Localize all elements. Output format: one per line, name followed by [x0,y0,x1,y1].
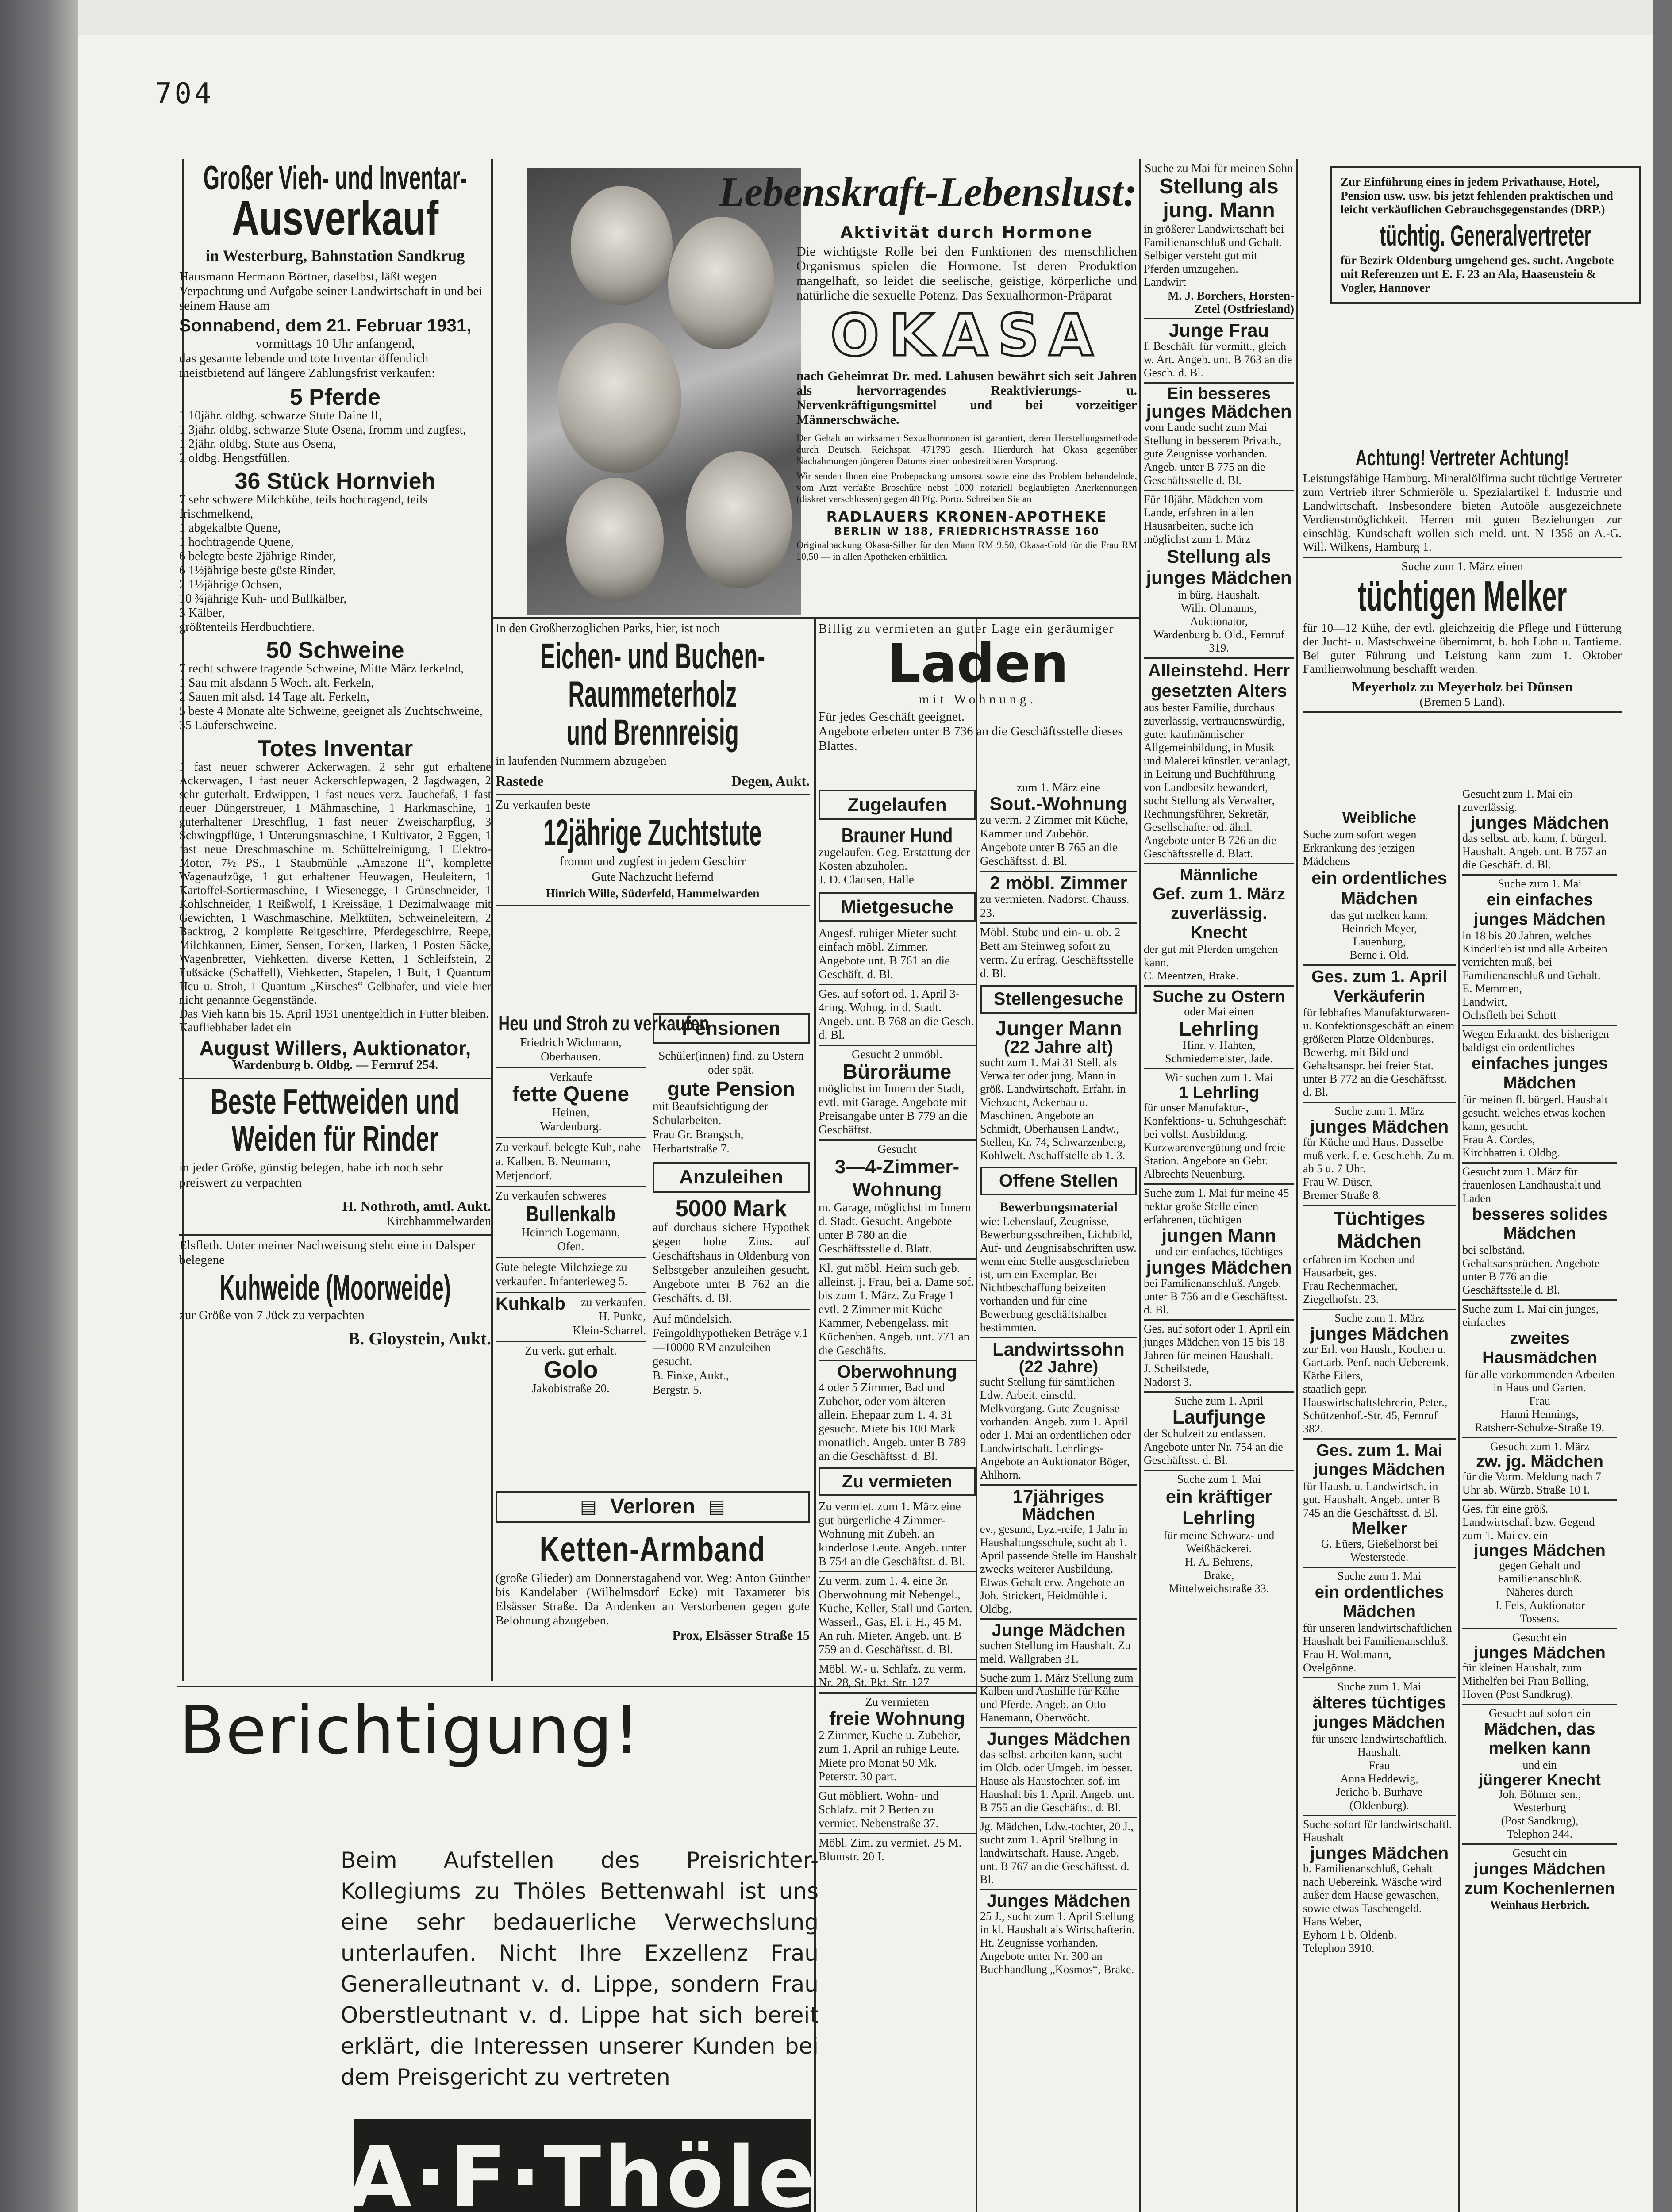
solid-heading: besseres solides Mädchen [1472,1205,1608,1243]
girl17-sub: Mädchen [1022,1505,1095,1524]
kuhkalb-text: zu verkaufen. H. Punke, Klein-Scharrel. [573,1295,646,1337]
illness-intro: Wegen Erkrankt. des bisherigen baldigst ein ordentliches [1462,1028,1609,1054]
pension-box-heading: Pensionen [653,1013,810,1044]
milker-intro: Suche zum 1. März einen [1401,560,1523,573]
milker-heading: tüchtigen Melker [1357,572,1567,620]
kitchen-text: für Küche und Haus. Dasselbe muß verk. f. e. Gesch.ehh. Zu m. ab 5 u. 7 Uhr. Frau W. Düser, Bremer Straße 8. [1303,1136,1455,1202]
young-wife-text: f. Beschäft. für vormitt., gleich w. Art. Angeb. unt. B 763 an die Gesch. d. Bl. [1144,339,1292,379]
mare-text: fromm und zugfest in jedem Geschirr Gute Nachzucht liefernd [559,855,746,884]
servant-heading: Gef. zum 1. März zuverlässig. Knecht [1153,885,1285,942]
application-text: wie: Lebenslauf, Zeugnisse, Bewerbungsschreiben, Lichtbild, Auf- und Zeugnisabschriften usw. wenn eine Stelle ausgeschrieben ist, um ein Exemplar. Bei Nichtbeschaffung beizeiten vorhanden und für eine Bewerbung geschäftshalber bestimmten. [980,1215,1137,1334]
junior-servant-text: Joh. Böhmer sen., Westerburg (Post Sandkrug), Telephon 244. [1498,1787,1581,1840]
rent-wanted-2: Ges. auf sofort od. 1. April 3-4ring. Wohng. in d. Stadt. Angeb. unt. B 768 an die Gesch. d. Bl. [819,987,974,1041]
horses-list: 1 10jähr. oldbg. schwarze Stute Daine II, 1 3jähr. oldbg. schwarze Stute Osena, fromm und zugfest, 1 2jähr. oldbg. Stute aus Osena, 2 oldbg. Hengstfüllen. [179,409,466,465]
column-3 [819,790,976,1863]
column-6a [1303,810,1456,1955]
auction-location: in Westerburg, Bahnstation Sandkrug [205,247,465,265]
simple-intro: Suche zum 1. Mai [1498,877,1582,890]
son-text: in größerer Landwirtschaft bei Familienanschluß und Gehalt. Selbiger versteht gut mit Pferden umzugehen. Landwirt [1144,222,1284,288]
application-heading: Bewerbungsmaterial [999,1200,1118,1214]
young-man-text: sucht zum 1. Mai 31 Stell. als Verwalter oder jung. Mann in größ. Landwirtschaft. Erfahr. in Viehzucht, Ackerbau u. Maschinen. Angebote an Schmidt, Oberhausen Landw., Stellen, Kr. 74, Schwarzenberg, Kohlwelt. Aschaffstelle ab 1. 3. [980,1056,1126,1162]
inventory-list: 1 fast neuer schwerer Ackerwagen, 2 sehr gut erhaltene Ackerwagen, 1 fast neuer Ackerschlepwagen, 2 Jagdwagen, 2 sehr guterhalt. Erdwippen, 1 fast neues verz. Jauchefaß, 1 fast neuer Düngerstreuer, 1 Mähmaschine, 1 Harkmaschine, 1 guterhaltener Dreschflug, 1 fast neuer Zweischarpflug, 3 Schwingpflüge, 1 Unterungsmaschine, 1 Kultivator, 2 Eggen, 1 fast neue Dreschmaschine m. Schüttelreinigung, 1 Elektro-Motor, 7½ PS., 1 Staubmühle „Amazone II“, komplette Wagenaufzüge, 1 gut erhaltener Heuwagen, Heuleitern, 1 Kartoffel-Sortiermaschine, 1 Wiesenegge, 1 Grünschneider, 1 Kohlschneider, 1 Reißwolf, 1 Kreissäge, 1 Dezimalwaage mit Gewichten, 1 Waschmaschine, Melktüten, Schweineleitern, 2 Backtrog, 2 komplette Reitgeschirre, Pferdegeschirre, Reepe, Milchkannen, Eimer, Sensen, Forken, Harken, 1 Posten Säcke, Wagenbretter, Viehketten, diverse Ketten, 1 Schleifstein, 2 Fußsäcke (Schaffell), Viehketten, Stapelen, 1 Bult, 1 Quantum Heu u. Stroh, 1 Quantum „Kirsches“ Gelbhafer, und viele hier nicht genannte Gegenstände. Das Vieh kann bis 15. April 1931 unentgeltlich in Futter bleiben. Kaufliebhaber ladet ein [179,760,491,1034]
room-text: Kl. gut möbl. Heim such geb. alleinst. j. Frau, bei a. Dame sof. bis zum 1. März. Zu Frage 1 evtl. 2 Zimmer mit Küche Kammer, Nebengelass. mit Küchenben. Angeb. unt. 771 an die Geschäfts. [819,1261,974,1357]
orderly-text: das gut melken kann. Heinrich Meyer, Lauenburg, Berne i. Old. [1330,909,1428,961]
older-text: für unsere landwirtschaftlich. Haushalt. Frau Anna Heddewig, Jericho b. Burhave (Oldenburg). [1311,1732,1447,1812]
melker-text: G. Eüers, Gießelhorst bei Westerstede. [1321,1537,1438,1563]
farm-daughter-text: Jg. Mädchen, Ldw.-tochter, 20 J., sucht zum 1. April Stellung in landwirtschaft. Hause. Angeb. unt. B 767 an die Geschäftsst. d. Bl. [980,1820,1134,1886]
land-girl-text: in bürg. Haushalt. Wilh. Oltmanns, Auktionator, Wardenburg b. Old., Fernruf 319. [1153,588,1285,655]
simple-text: in 18 bis 20 Jahren, welches Kinderlieb ist und alle Arbeiten verrichten muß, bei Familienanschluß und Gehalt. E. Memmen, Landwirt, Ochsfleth bei Schott [1462,929,1607,1022]
apprentice-heading: Lehrling [1179,1017,1259,1041]
reliable-intro: Gesucht zum 1. Mai ein zuverlässig. [1462,787,1573,814]
girl-brake-text: 25 J., sucht zum 1. April Stellung in kl. Haushalt als Wirtschafterin. Ht. Zeugnisse vorhanden. Angebote unter Nr. 300 an Buchhandlung „Kosmos“, Brake. [980,1910,1135,1976]
pasture-heading-1: Beste Fettweiden und [211,1082,460,1121]
son-intro: Suche zu Mai für meinen Sohn [1145,161,1293,175]
young-man-sub: (22 Jahre alt) [1004,1037,1113,1057]
okasa-patent: Der Gehalt an wirksamen Sexualhormonen ist garantiert, deren Herstellungsmethode durch Deutsch. Reichspat. 471793 gesch. Hierdurch hat Okasa gegenüber Nachahmungen jüngeren Datums einen unbestreitbaren Vorsprung. [796,432,1137,466]
pasture-signature: H. Nothroth, amtl. Aukt. [342,1198,491,1214]
older-intro: Suche zum 1. Mai [1337,1680,1422,1694]
pasture-signature-place: Kirchhammelwarden [386,1214,491,1228]
rent-wanted-box-heading: Mietgesuche [819,892,976,922]
son-heading: Stellung als jung. Mann [1159,175,1279,222]
to-let-4: Gut möbliert. Wohn- und Schlafz. mit 2 Betten zu vermiet. Nebenstraße 37. [819,1789,939,1830]
pension-heading: gute Pension [667,1077,795,1100]
farmer-son-heading: Landwirtssohn [992,1339,1125,1359]
laden-ad [819,622,1137,753]
stable-text: Suche zum 1. März Stellung zum Kalben und Aushilfe für Kühe und Pferde. Angeb. an Otto Hanemann, Oberwöcht. [980,1671,1134,1724]
to-let-5: Möbl. Zim. zu vermiet. 25 M. Blumstr. 20 I. [819,1836,962,1863]
kuhweide-text: zur Größe von 7 Jück zu verpachten [179,1308,365,1322]
better-text: vom Lande sucht zum Mai Stellung in besserem Privath., gute Zeugnisse vorhanden. Angeb. unter B 775 an die Geschäftsstelle d. Bl. [1144,420,1282,487]
quene-text: Heinen, Wardenburg. [540,1106,602,1133]
shop-heading: Laden [887,633,1069,695]
baker-heading: ein kräftiger Lehrling [1165,1486,1272,1528]
servant-text: der gut mit Pferden umgehen kann. C. Meentzen, Brake. [1144,943,1278,983]
hoven-heading: junges Mädchen [1474,1643,1606,1662]
goat-text: Gute belegte Milchziege zu verkaufen. Infanterieweg 5. [496,1260,628,1288]
junior-servant-heading: jüngerer Knecht [1478,1770,1601,1789]
scanner-border [1653,0,1672,2212]
cook-intro: Gesucht ein [1512,1846,1567,1859]
land-girl-heading: Stellung als junges Mädchen [1146,545,1292,588]
cattle-list: 7 sehr schwere Milchkühe, teils hochtragend, teils frischmelkend, 1 abgekalbte Quene, 1 hochtragende Quene, 6 belegte beste 2jährige Rinder, 6 1½jährige beste güste Rinder, 2 1½jährige Ochsen, 10 ¾jährige Kuh- und Bullkälber, 3 Kälber, größtenteils Herdbuchtiere. [179,493,428,634]
okasa-body [796,223,1137,562]
bracelet-text: (große Glieder) am Donnerstagabend vor. Weg: Anton Günther bis Kandelaber (Wilhelmsdorf Ecke) mit Taxameter bis Elsässer Straße. Da Andenken an Verstorbenen gegen gute Belohnung abzugeben. [496,1571,810,1628]
to-let-3: Möbl. W.- u. Schlafz. zu verm. Nr. 28, St. Pkt. Str. 127 [819,1662,966,1690]
ala-heading: tüchtig. Generalvertreter [1380,219,1591,252]
second-maid-heading: zweites Hausmädchen [1482,1329,1597,1367]
shop-intro: Billig zu vermieten an guter Lage ein geräumiger [819,622,1115,636]
girl-text: das selbst. arbeiten kann, sucht im Oldb. oder Umgeb. im besser. Hause als Haustochter, sof. im Haushalt bis 1. April. Angeb. unt. B 755 an die Geschäftst. d. Bl. [980,1748,1134,1814]
kuhweide-signature: B. Gloystein, Aukt. [348,1329,491,1348]
attention-text: Leistungsfähige Hamburg. Mineralölfirma sucht tüchtige Vertreter zum Vertrieb ihrer Schmieröle u. Spezialartikel f. Industrie und Landwirtschaft. Insbesondere bieten Autoöle ausgezeichnete Verdienstmöglichkeit. Herren mit guten Beziehungen zur einschläg. Kundschaft wollen sich meld. unt. N 1356 an A.-G. Will. Wilkens, Hamburg 1. [1303,472,1622,553]
auction-intro2: das gesamte lebende und tote Inventar öffentlich meistbietend auf längere Zahlungsfrist verkaufen: [179,351,435,380]
household-intro: Suche zum 1. März [1334,1311,1424,1325]
okasa-paragraph: Die wichtigste Rolle bei den Funktionen des menschlichen Organismus spielen die Hormone. Ist deren Produktion mangelhaft, so leidet die seelische, geistige, körperliche und natürliche die sexuelle Potenz. Das Sexualhormon-Präparat [796,244,1137,303]
baker-text: für meine Schwarz- und Weißbäckerei. H. A. Behrens, Brake, Mittelweichstraße 33. [1163,1528,1275,1595]
column-2 [496,622,810,906]
loan-amount: 5000 Mark [675,1196,787,1221]
cook-heading: junges Mädchen zum Kochenlernen [1464,1859,1615,1898]
woman-face-photo [566,478,664,602]
upper-flat-heading: Oberwohnung [837,1362,957,1382]
kitchen-heading: junges Mädchen [1310,1117,1449,1137]
horses-heading: 5 Pferde [289,384,381,410]
milk-girl-intro: Gesucht auf sofort ein [1488,1706,1591,1720]
easter-sub: oder Mai einen [1184,1005,1254,1018]
flat-heading: 3—4-Zimmer-Wohnung [834,1156,960,1200]
shop-text: Für jedes Geschäft geeignet. Angebote erbeten unter B 736 an die Geschäftsstelle dieses Blattes. [819,710,1123,753]
milker-signature: Meyerholz zu Meyerholz bei Dünsen [1352,679,1573,695]
saleswoman-heading: Ges. zum 1. April Verkäuferin [1311,968,1447,1006]
farmer-son-sub: (22 Jahre) [1019,1358,1099,1376]
baker-intro: Suche zum 1. Mai [1177,1473,1261,1486]
milk-girl-and: und ein [1522,1758,1557,1771]
hektar-girl-heading: junges Mädchen [1146,1257,1292,1278]
milk-girl-heading: Mädchen, das melken kann [1484,1720,1595,1758]
milker-text: für 10—12 Kühe, der evtl. gleichzeitig die Pflege und Fütterung der Jucht- u. Mastschweine übernimmt, b. hoh Lohn u. Tantieme. Bei guter Führung und Leistung kann zum 1. Oktober Familienwohnung beschafft werden. [1303,621,1622,676]
loan-text: auf durchaus sichere Hypothek gegen hohe Zins. auf Geschäftshaus in Oldenburg von Selbstgeber anzuleihen gesucht. Angebote unter B 762 an die Geschäfts. d. Bl. [653,1221,810,1305]
mare-signature: Hinrich Wille, Süderfeld, Hammelwarden [546,887,760,900]
border-ornament-icon: ▤ [580,1497,597,1517]
attention-heading: Achtung! Vertreter Achtung! [1355,445,1569,470]
pigs-heading: 50 Schweine [266,637,404,663]
apprentice-text: Hinr. v. Hahten, Schmiedemeister, Jade. [1165,1039,1273,1065]
dog-text: zugelaufen. Geg. Erstattung der Kosten abzuholen. J. D. Clausen, Halle [819,845,970,886]
ovelgoenne-heading: ein ordentliches Mädchen [1315,1582,1444,1621]
morning-text: für die Vorm. Meldung nach 7 Uhr ab. Würzb. Straße 10 I. [1462,1470,1601,1496]
okasa-headline: Lebenskraft-Lebenslust: [719,169,1137,215]
morning-heading: zw. jg. Mädchen [1476,1452,1603,1471]
weber-heading: junges Mädchen [1310,1843,1449,1863]
correction-ad [179,1694,821,1767]
pension-text: mit Beaufsichtigung der Schularbeiten. Frau Gr. Brangsch, Herbartstraße 7. [653,1099,768,1155]
two-rooms-text: zu vermieten. Nadorst. Chauss. 23. [980,892,1130,919]
young-girls-text: suchen Stellung im Haushalt. Zu meld. Wallgraben 31. [980,1639,1131,1665]
wood-place: Rastede [496,773,544,789]
column-5 [1144,161,1294,1595]
kitchen-intro: Suche zum 1. März [1334,1105,1424,1118]
land-girl-intro: Für 18jähr. Mädchen vom Lande, erfahren in allen Hausarbeiten, suche ich möglichst zum 1. März [1144,492,1264,545]
solid-text: bei selbständ. Gehaltsansprüchen. Angebote unter B 776 an die Geschäftsstelle d. Bl. [1462,1244,1600,1297]
hoven-text: für kleinen Haushalt, zum Mithelfen bei Frau Bolling, Hoven (Post Sandkrug). [1462,1661,1589,1701]
better-intro: Ein besseres [1167,384,1271,403]
easter-heading: Suche zu Ostern [1153,987,1285,1006]
ala-intro: Zur Einführung eines in jedem Privathause, Hotel, Pension usw. usw. bis jetzt fehlenden praktischen und leicht verkäuflichen Gebrauchsgegenstandes (DRP.) [1341,175,1613,216]
hay-text: Friedrich Wichmann, Oberhausen. [520,1036,622,1063]
flat-intro: Gesucht [877,1142,917,1156]
household-text: zur Erl. von Haush., Kochen u. Gart.arb. Penf. nach Uebereink. Käthe Eilers, staatlich gepr. Hauswirtschaftslehrerin, Peter., Schützenhof.-Str. 45, Fernruf 382. [1303,1342,1449,1435]
page-number: 704 [155,77,214,110]
okasa-prices: Originalpackung Okasa-Silber für den Mann RM 9,50, Okasa-Gold für die Frau RM 10,50 — in allen Apotheken erhältlich. [796,539,1137,562]
border-ornament-icon: ▤ [708,1497,725,1517]
column-rule [1458,805,1460,2212]
large-farm-text: gegen Gehalt und Familienanschluß. Näheres durch J. Fels, Auktionator Tossens. [1495,1559,1585,1625]
column-2b [653,1013,810,1397]
golo-text: Jakobistraße 20. [532,1382,610,1395]
errand-boy-text: der Schulzeit zu entlassen. Angebote unter Nr. 754 an die Geschäftsst. d. Bl. [1144,1427,1283,1467]
calf-text: Heinrich Logemann, Ofen. [521,1225,620,1253]
bracelet-heading: Ketten-Armband [539,1529,766,1569]
basement-heading: Sout.-Wohnung [989,793,1128,814]
errand-boy-heading: Laufjunge [1172,1406,1266,1429]
mortgage-text: Auf mündelsich. Feingoldhypotheken Beträge v.1—10000 RM anzuleihen gesucht. B. Finke, Aukt., Bergstr. 5. [653,1312,808,1396]
wood-heading-2: Raummeterholz [568,674,737,714]
golo-heading: Golo [543,1356,598,1383]
lost-ad [496,1491,810,1643]
wood-heading-1: Eichen- und Buchen- [540,636,765,676]
simple-heading: ein einfaches junges Mädchen [1474,891,1606,929]
older-heading: älteres tüchtiges junges Mädchen [1312,1694,1446,1732]
office-text: möglichst im Innern der Stadt, evtl. mit Garage. Angebote mit Preisangabe unter B 779 an die Geschäftst. [819,1082,968,1136]
hektar-heading: jungen Mann [1161,1225,1276,1246]
cattle-heading: 36 Stück Hornvieh [234,469,436,494]
gentleman-heading: Alleinstehd. Herr gesetzten Alters [1148,661,1290,701]
hoven-intro: Gesucht ein [1512,1631,1567,1644]
job-wanted-box-heading: Stellengesuche [980,985,1137,1014]
farmer-son-text: sucht Stellung für sämtlichen Ldw. Arbeit. einschl. Melkvorgang. Gute Zeugnisse vorhanden. Angeb. zum 1. April oder 1. Mai an ordentlichen oder Landwirtschaft. Lehrlings-Angebote an Auktionator Böger, Ahlhorn. [980,1375,1131,1481]
mare-intro: Zu verkaufen beste [496,798,591,812]
auction-title-big: Ausverkauf [231,191,439,246]
female-section-heading: Weibliche [1342,808,1417,826]
son-signature: M. J. Borchers, Horsten-Zetel (Ostfriesland) [1168,288,1294,315]
hektar-text: und ein einfaches, tüchtiges [1155,1245,1283,1258]
saleswoman-text: für lebhaftes Manufakturwaren- u. Konfektionsgeschäft an einem größeren Platze Oldenburgs. Bewerbg. mit Bild und Gehaltsanspr. bei freier Stat. unter B 772 an die Geschäftsst. d. Bl. [1303,1006,1455,1099]
weber-intro: Suche sofort für landwirtschaftl. Haushalt [1303,1817,1452,1844]
elder-man-face-photo [557,323,681,473]
column-6b [1462,787,1617,1912]
melker-heading: Melker [1351,1518,1407,1538]
large-farm-heading: junges Mädchen [1474,1541,1606,1560]
gentleman-text: aus bester Familie, durchaus zuverlässig, vertrauenswürdig, guter kaufmännischer Allgemeinbildung, in Musik und Malerei künstler. veranlagt, in Leitung und Buchführung von Landbesitz bewandert, sucht Stellung als Verwalter, Rechnungsführer, Sekretär, Gesellschafter od. ähnl. Angebote unter B 726 an die Geschäftsstelle d. Blatt. [1144,701,1291,860]
auction-date: Sonnabend, dem 21. Februar 1931, [179,316,472,335]
wood-text: in laufenden Nummern abzugeben [496,754,667,768]
kuhweide-intro: Elsfleth. Unter meiner Nachweisung steht eine in Dalsper belegene [179,1238,475,1267]
scheilstede-text: Ges. auf sofort oder 1. April ein junges Mädchen von 15 bis 18 Jahren für meinen Haushalt. J. Scheilstede, Nadorst 3. [1144,1322,1290,1389]
pigs-list: 7 recht schwere tragende Schweine, Mitte März ferkelnd, 1 Sau mit alsdann 5 Woch. alt. Ferkeln, 2 Sauen mit alsd. 14 Tage alt. Ferkeln, 5 beste 4 Monate alte Schweine, geeignet als Zuchtschweine, 35 Läuferschweine. [179,662,483,732]
manufaktur-heading: 1 Lehrling [1179,1083,1259,1102]
errand-boy-intro: Suche zum 1. April [1174,1394,1264,1408]
capable-heading: Tüchtiges Mädchen [1333,1208,1426,1252]
young-man-face-photo [686,451,792,588]
second-maid-text: für alle vorkommenden Arbeiten in Haus und Garten. Frau Hanni Hennings, Ratsherr-Schulze-Straße 19. [1464,1367,1615,1434]
ovelgoenne-text: für unseren landwirtschaftlichen Haushalt bei Familienanschluß. Frau H. Woltmann, Ovelgönne. [1303,1621,1452,1674]
manufaktur-text: für unser Manufaktur-, Konfektions- u. Schuhgeschäft bei vollst. Ausbildung. Kurzwarenvergütung und freie Station. Angebote an Gebr. Albrechts Neuenburg. [1144,1101,1286,1181]
mare-heading: 12jährige Zuchtstute [543,812,762,853]
loan-box-heading: Anzuleihen [653,1162,810,1193]
hektar-intro: Suche zum 1. Mai für meine 45 hektar große Stelle einen erfahrenen, tüchtigen [1144,1187,1289,1226]
auction-intro: Hausmann Hermann Börtner, daselbst, läßt wegen Verpachtung und Aufgabe seiner Landwirtschaft in und bei seinem Hause am [179,269,483,313]
to-let-1: Zu vermiet. zum 1. März eine gut bürgerliche 4 Zimmer-Wohnung mit Zubeh. an kinderlose Leute. Angeb. unter B 754 an die Geschäftst. d. Bl. [819,1500,966,1568]
thoele-logo-text: A·F·Thöle [346,2128,818,2212]
free-flat-text: 2 Zimmer, Küche u. Zubehör, zum 1. April an ruhige Leute. Miete pro Monat 50 Mk. Peterstr. 30 part. [819,1728,961,1783]
girl-heading: Junges Mädchen [987,1729,1130,1749]
okasa-firm: RADLAUERS KRONEN-APOTHEKE [826,508,1107,525]
column-auction [179,161,491,1349]
girl-brake-heading: Junges Mädchen [987,1891,1130,1911]
quene-intro: Verkaufe [549,1070,592,1083]
illness-text: für meinen fl. bürgerl. Haushalt gesucht, welches etwas kochen kann, gesucht. Frau A. Cordes, Kirchhatten i. Oldbg. [1462,1093,1608,1159]
row-rule [491,617,1139,619]
pension-intro: Schüler(innen) find. zu Ostern oder spät. [658,1049,804,1076]
okasa-portrait-photo [527,168,801,615]
reliable-text: das selbst. arb. kann, f. bürgerl. Haushalt. Angeb. unt. B 757 an die Geschäft. d. Bl. [1462,832,1607,871]
solid-intro: Gesucht zum 1. März für frauenlosen Landhaushalt und Laden [1462,1165,1601,1205]
auctioneer-place: Wardenburg b. Oldbg. — Fernruf 254. [232,1058,438,1072]
to-let-box-heading: Zu vermieten [819,1467,976,1496]
free-flat-intro: Zu vermieten [865,1695,929,1709]
office-intro: Gesucht 2 unmöbl. [852,1048,942,1061]
pasture-heading-2: Weiden für Rinder [231,1119,439,1158]
okasa-address: BERLIN W 188, FRIEDRICHSTRASSE 160 [834,525,1100,538]
golo-intro: Zu verk. gut erhalt. [525,1344,617,1357]
young-man-heading: Junger Mann [995,1017,1122,1040]
may-girl-text: für Hausb. u. Landwirtsch. in gut. Haushalt. Angeb. unter B 745 an die Geschäftsst. d. Bl. [1303,1479,1440,1519]
okasa-paragraph-2: nach Geheimrat Dr. med. Lahusen bewährt sich seit Jahren als hervorragendes Reaktivierungs- u. Nervenkräftigungsmittel und bei vorzeitiger Männerschwäche. [796,368,1137,427]
capable-text: erfahren im Kochen und Hausarbeit, ges. Frau Rechenmacher, Ziegelhofstr. 23. [1303,1252,1415,1306]
column-rule [976,619,977,2212]
column-rule [1296,159,1298,2212]
ala-text: für Bezirk Oldenburg umgehend ges. sucht. Angebote mit Referenzen unt E. F. 23 an Ala, Haasenstein & Vogler, Hannover [1341,253,1614,294]
column-6-top [1303,447,1622,713]
second-maid-intro: Suche zum 1. Mai ein junges, einfaches [1462,1302,1599,1329]
young-girls-heading: Junge Mädchen [992,1621,1126,1640]
may-girl-heading: Ges. zum 1. Mai junges Mädchen [1313,1441,1445,1479]
room-steinweg: Möbl. Stube und ein- u. ob. 2 Bett am Steinweg sofort zu verm. Zu erfrag. Geschäftsstelle d. Bl. [980,926,1134,980]
kuhkalb-heading: Kuhkalb [496,1294,565,1313]
girl17-heading: 17jähriges [1012,1486,1105,1507]
better-heading: junges Mädchen [1146,400,1292,422]
orderly-heading: ein ordentliches Mädchen [1311,868,1447,908]
basement-intro: zum 1. März eine [1017,781,1100,794]
auctioneer-name: August Willers, Auktionator, [199,1037,471,1060]
lost-heading: Verloren [610,1495,696,1518]
illness-heading: einfaches junges Mädchen [1471,1054,1608,1093]
milker-signature-place: (Bremen 5 Land). [1419,695,1505,708]
large-farm-intro: Ges. für eine größ. Landwirtschaft bzw. Gegend zum 1. Mai ev. ein [1462,1502,1595,1542]
column-4 [980,781,1137,1976]
bracelet-signature: Prox, Elsässer Straße 15 [672,1628,810,1643]
orderly-intro: Suche zum sofort wegen Erkrankung des jetzigen Mädchens [1303,828,1417,868]
column-rule [1139,159,1141,2212]
office-heading: Büroräume [842,1060,952,1083]
okasa-offer: Wir senden Ihnen eine Probepackung umsonst sowie eine das Problem behandelnde, vom Arzt verfaßte Broschüre nebst 1000 notariell beglaubigten Anerkennungen (diskret verschlossen) gegen 40 Pfg. Porto. Schreiben Sie an [796,470,1137,504]
wood-intro: In den Großherzoglichen Parks, hier, ist noch [496,622,720,635]
free-flat-heading: freie Wohnung [829,1708,965,1730]
auction-time: vormittags 10 Uhr anfangend, [255,336,415,351]
reliable-heading: junges Mädchen [1470,813,1609,833]
column-2a [496,1012,709,1395]
cow-text: Zu verkauf. belegte Kuh, nahe a. Kalben. B. Neumann, Metjendorf. [496,1141,641,1182]
hay-heading: Heu und Stroh zu verkaufen [498,1012,709,1035]
wood-heading-3: und Brennreisig [566,712,739,753]
kuhweide-heading: Kuhweide (Moorweide) [219,1268,451,1307]
vacancies-box-heading: Offene Stellen [980,1167,1137,1195]
ala-ad [1330,166,1641,304]
flat-text: m. Garage, möglichst im Innern d. Stadt. Gesucht. Angebote unter B 780 an die Geschäftsstelle d. Blatt. [819,1201,971,1256]
household-heading: junges Mädchen [1310,1324,1449,1344]
calf-heading: Bullenkalb [526,1202,616,1226]
to-let-2: Zu verm. zum 1. 4. eine 3r. Oberwohnung mit Nebengel., Küche, Keller, Stall und Garten. Wasserl., Gas, El. i. H., 45 M. An ruh. Mieter. Angeb. unt. B 759 an d. Geschäftsst. d. Bl. [819,1574,972,1656]
man-face-photo [668,217,774,349]
rent-wanted-1: Angesf. ruhiger Mieter sucht einfach möbl. Zimmer. Angebote unt. B 761 an die Geschäft. d. Bl. [819,926,957,981]
male-section-heading: Männliche [1180,866,1258,884]
dog-heading: Brauner Hund [841,824,953,847]
wood-auctioneer: Degen, Aukt. [731,773,810,789]
pasture-text: in jeder Größe, günstig belegen, habe ich noch sehr preiswert zu verpachten [179,1160,443,1190]
shop-sub: mit Wohnung. [919,692,1037,707]
girl17-text: ev., gesund, Lyz.-reife, 1 Jahr in Haushaltungsschule, sucht ab 1. April passende Stelle im Haushalt zwecks weiterer Ausbildung. Etwas Gehalt erw. Angebote an Joh. Strickert, Heidmühle i. Oldbg. [980,1523,1137,1615]
page-edge-shadow [0,0,78,2212]
hektar-girl-text: bei Familienanschluß. Angeb. unter B 756 an die Geschäftsst. d. Bl. [1144,1277,1288,1317]
young-wife-heading: Junge Frau [1168,319,1269,341]
okasa-brand: OKASA [830,302,1103,369]
correction-text: Beim Aufstellen des Preisrichter-Kollegiums zu Thöles Bettenwahl ist uns eine sehr bedauerliche Verwechslung unterlaufen. Nicht Ihre Exzellenz Frau Generalleutnant v. d. Lippe, sondern Frau Oberstleutnant v. d. Lippe hat sich bereit erklärt, die Interessen unserer Kunden bei dem Preisgericht zu vertreten [341,1847,819,2090]
two-rooms-heading: 2 möbl. Zimmer [990,872,1127,893]
weber-text: b. Familienanschluß, Gehalt nach Uebereink. Wäsche wird außer dem Hause gewaschen, sowie etwas Taschengeld. Hans Weber, Eyhorn 1 b. Oldenb. Telephon 3910. [1303,1862,1441,1955]
calf-intro: Zu verkaufen schweres [496,1189,607,1202]
column-rule [491,159,493,1681]
inventory-heading: Totes Inventar [257,736,413,761]
auction-title: Großer Vieh- und Inventar- [203,159,467,197]
upper-flat-text: 4 oder 5 Zimmer, Bad und Zubehör, oder vom älteren allein. Ehepaar zum 1. 4. 31 gesucht. Miete bis 100 Mark monatlich. Angeb. unter B 789 an die Geschäftsst. d. Bl. [819,1381,966,1463]
morning-intro: Gesucht zum 1. März [1490,1440,1589,1453]
manufaktur-intro: Wir suchen zum 1. Mai [1165,1071,1273,1084]
quene-heading: fette Quene [512,1083,630,1106]
basement-text: zu verm. 2 Zimmer mit Küche, Kammer und Zubehör. Angebote unter B 765 an die Geschäftsst. d. Bl. [980,813,1129,868]
ovelgoenne-intro: Suche zum 1. Mai [1337,1569,1422,1582]
correction-title: Berichtigung! [179,1692,641,1769]
found-box-heading: Zugelaufen [819,790,976,820]
cook-text: Weinhaus Herbrich. [1490,1898,1590,1912]
okasa-ad [650,168,1137,216]
okasa-subheading: Aktivität durch Hormone [840,223,1093,242]
thoele-logo [346,2119,818,2212]
